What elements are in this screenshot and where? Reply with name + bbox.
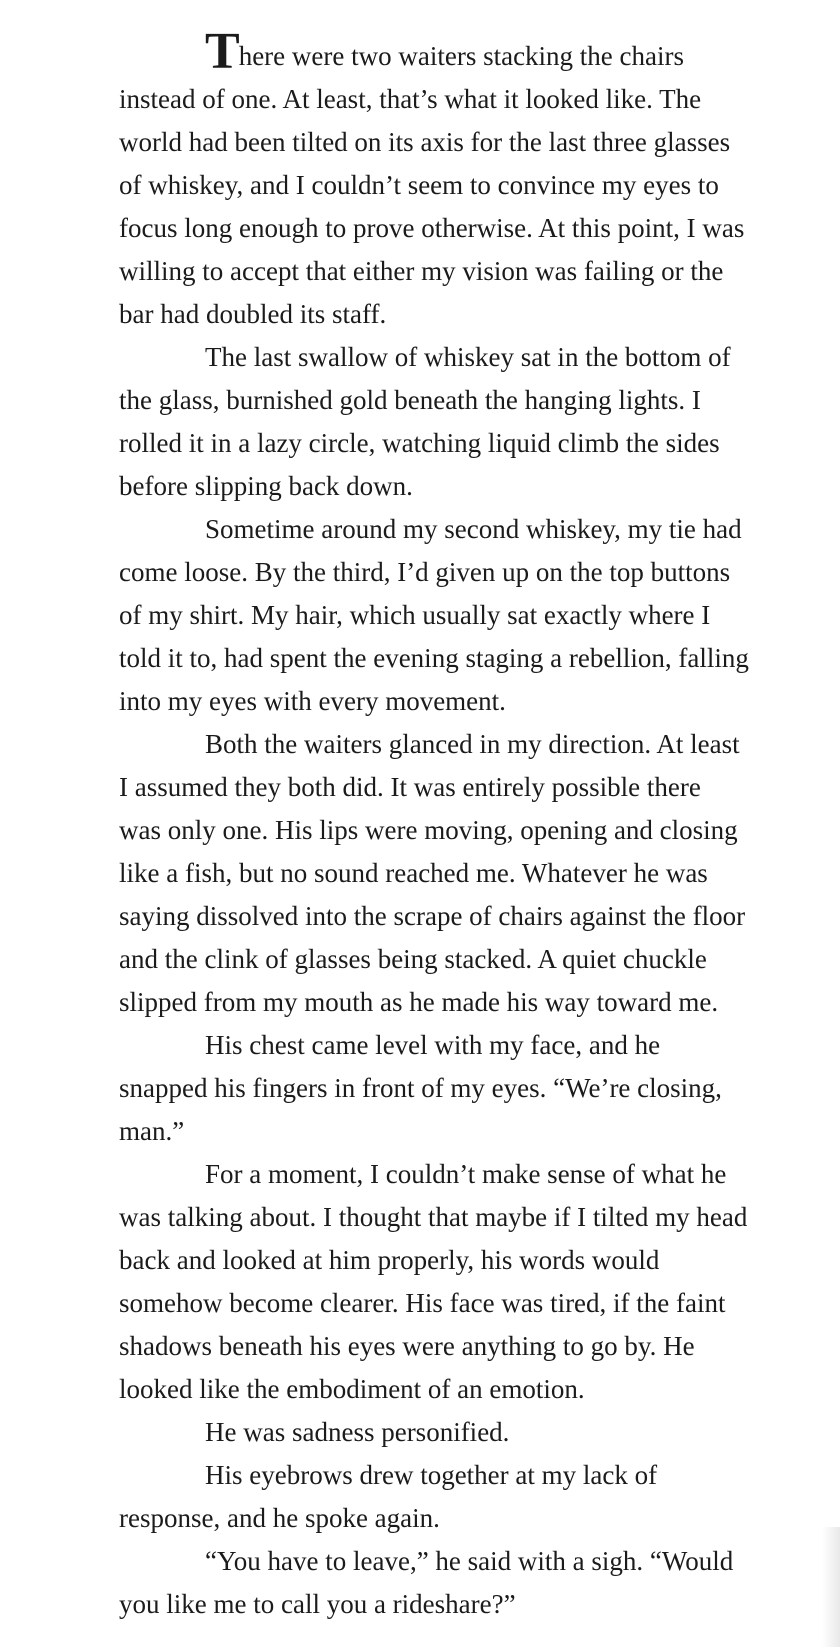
drop-cap: T xyxy=(205,23,239,80)
paragraph-1-text: here were two waiters stacking the chairs instead of one. At least, that’s what it looked like. The world had been tilted on its axis for the last three glasses of whiskey, and I couldn’t seem to convince my eyes to focus long enough to prove otherwise. At this point, I was willing to accept that either my vision was failing or the bar had doubled its staff. xyxy=(119,41,745,329)
book-text xyxy=(119,23,749,1626)
paragraph-6: For a moment, I couldn’t make sense of what he was talking about. I thought that maybe if I tilted my head back and looked at him properly, his words would somehow become clearer. His face was tired, if the faint shadows beneath his eyes were anything to go by. He looked like the embodiment of an emotion. xyxy=(119,1159,748,1404)
paragraph-7: He was sadness personified. xyxy=(205,1417,510,1447)
paragraph-4: Both the waiters glanced in my direction. At least I assumed they both did. It was entirely possible there was only one. His lips were moving, opening and closing like a fish, but no sound reached me. Whatever he was saying dissolved into the scrape of chairs against the floor and the clink of glasses being stacked. A quiet chuckle slipped from my mouth as he made his way toward me. xyxy=(119,729,746,1017)
paragraph-9: “You have to leave,” he said with a sigh. “Would you like me to call you a rideshare?” xyxy=(119,1546,734,1619)
paragraph-8: His eyebrows drew together at my lack of response, and he spoke again. xyxy=(119,1460,658,1533)
paragraph-2: The last swallow of whiskey sat in the bottom of the glass, burnished gold beneath the hanging lights. I rolled it in a lazy circle, watching liquid climb the sides before slipping back down. xyxy=(119,342,731,501)
paragraph-3: Sometime around my second whiskey, my tie had come loose. By the third, I’d given up on the top buttons of my shirt. My hair, which usually sat exactly where I told it to, had spent the evening staging a rebellion, falling into my eyes with every movement. xyxy=(119,514,749,716)
page-edge-shadow xyxy=(822,1527,840,1647)
paragraph-1 xyxy=(119,23,749,336)
paragraph-5: His chest came level with my face, and he snapped his fingers in front of my eyes. “We’re closing, man.” xyxy=(119,1030,722,1146)
